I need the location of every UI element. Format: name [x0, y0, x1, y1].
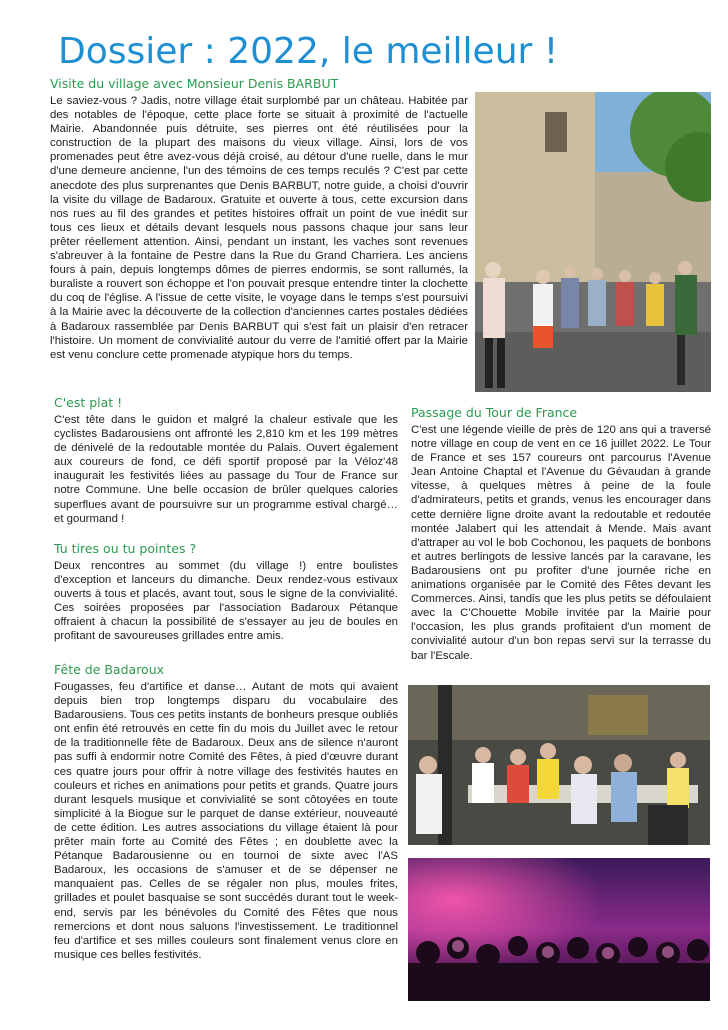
photo-village-visit	[475, 92, 711, 392]
section-heading-plat: C'est plat !	[54, 395, 123, 410]
page-title: Dossier : 2022, le meilleur !	[58, 31, 559, 72]
photo-village-visit-image	[475, 92, 711, 392]
section-heading-tires: Tu tires ou tu pointes ?	[54, 541, 197, 556]
section-heading-fete: Fête de Badaroux	[54, 662, 165, 677]
section-text-tour: C'est une légende vieille de près de 120 ans qui a traversé notre village en coup de vent en ce 16 juillet 2022. Le Tour de France et ses 157 coureurs ont parcourus l'Avenue Jean Antoine Chaptal et l'Avenue du Gévaudan à grande vitesse, à quelques mètres à peine de la foule d'admirateurs, petits et grands, venus les encourager dans cette dernière ligne droite avant la redoutable et redoutée montée Jalabert qui les attendait à Mende. Mais avant d'attraper au vol le bob Cochonou, les paquets de bonbons et autres berlingots de lessive lancés par la caravane, les Badarousiens ont pu profiter d'une journée riche en animations organisée par le Comité des Fêtes devant les Commerces. Ainsi, tandis que les plus petits se défoulaient avec la C'Chouette Mobile invitée par la Mairie pour l'occasion, les plus grands profitaient d'un moment de convivialité autour d'un bon repas servi sur la terrasse du bar l'Escale.	[411, 424, 711, 662]
section-visite	[50, 76, 468, 362]
photo-fete-concert-image	[408, 858, 710, 1001]
section-fete	[54, 662, 398, 962]
section-heading-visite: Visite du village avec Monsieur Denis BARBUT	[50, 76, 339, 91]
section-text-fete: Fougasses, feu d'artifice et danse… Autant de mots qui avaient depuis bien trop longtemps disparu du vocabulaire des Badarousiens. Tous ces petits instants de bonheurs presque oubliés ont enfin été retrouvés en cette fin du mois du Juillet avec le retour de la traditionnelle fête de Badaroux. Deux ans de silence n'auront pas suffi à endormir notre Comité des Fêtes, à pied d'œuvre durant ces quatre jours pour offrir à notre village des festivités hautes en couleurs et riches en animations pour petits et grands. Quatre jours durant lesquels musique et convivialité se sont côtoyées en toute simplicité à la Biogue sur le parquet de danse extérieur, nouveauté de cette édition. Les autres associations du village étaient là pour prêter main forte au Comité des Fêtes ; en doublette avec la Pétanque Badarousienne ou en tournoi de sixte avec l'AS Badaroux, les occasions de s'amuser et de se dépenser ne manquaient pas. Celles de se régaler non plus, moules frites, grillades et poulet basquaise se sont succédés durant tout le week-end, servis par les bénévoles du Comité des Fêtes que nous remercions et dont nous saluons l'investissement. Le traditionnel feu d'artifice et ses milles couleurs sont finalement venus clore en musique ces belles festivités.	[54, 681, 398, 961]
section-tour	[411, 405, 711, 663]
section-text-plat: C'est tête dans le guidon et malgré la chaleur estivale que les cyclistes Badarousiens ont affronté les 2,810 km et les 199 mètres de dénivelé de la redoutable montée du Palais. Ouvert également aux coureurs de fond, ce défi sportif proposé par la Véloz'48 inaugurait les festivités liées au passage du Tour de France sur notre Commune. Une belle occasion de brûler quelques calories superflues avant de poursuivre sur un programme estival chargé… et gourmand !	[54, 414, 398, 525]
photo-fete-dinner	[408, 685, 710, 845]
section-heading-tour: Passage du Tour de France	[411, 405, 578, 420]
photo-fete-dinner-image	[408, 685, 710, 845]
section-plat	[54, 395, 398, 526]
photo-fete-concert	[408, 858, 710, 1001]
section-text-visite: Le saviez-vous ? Jadis, notre village était surplombé par un château. Habitée par des notables de l'époque, cette place forte se situait à proximité de l'actuelle Mairie. Abandonnée puis détruite, ses pierres ont été réutilisées pour la construction de la plupart des maisons du vieux village. Ainsi, lors de vos promenades peut être avez-vous déjà croisé, au détour d'une ruelle, dans le mur d'une demeure ancienne, l'un des témoins de ces temps reculés ? C'est par cette anecdote des plus surprenantes que Denis BARBUT, notre guide, a choisi d'ouvrir la visite du village de Badaroux. Gratuite et ouverte à tous, cette excursion dans nos rues au fil des grandes et petites histoires offrait un point de vue inédit sur tous ces lieux et détails devant lesquels nous passons chaque jour sans leur prêter réellement attention. Ainsi, pendant un instant, les vaches sont revenues s'abreuver à la fontaine de Pestre dans la Rue du Grand Charriera. Les anciens fours à pain, depuis longtemps dômes de pierres endormis, se sont rallumés, la buraliste a rouvert son échoppe et l'on pouvait presque entendre tinter la clochette du coq de l'église. A l'issue de cette visite, le voyage dans le temps s'est poursuivi à la Mairie avec la découverte de la collection d'anciennes cartes postales dédiées à Badaroux rassemblée par Denis BARBUT qui s'est fait un plaisir d'en retracer l'histoire. Un moment de convivialité autour du verre de l'amitié offert par la Mairie est venu conclure cette promenade atypique hors du temps.	[50, 95, 468, 361]
section-text-tires: Deux rencontres au sommet (du village !) entre boulistes d'exception et lanceurs du dimanche. Deux rendez-vous estivaux ouverts à tous et placés, avant tout, sous le signe de la convivialité. Ces soirées proposées par l'association Badaroux Pétanque offraient à chacun la possibilité de s'essayer au jeu de boules en profitant de savoureuses grillades entre amis.	[54, 560, 398, 643]
section-tires	[54, 541, 398, 644]
